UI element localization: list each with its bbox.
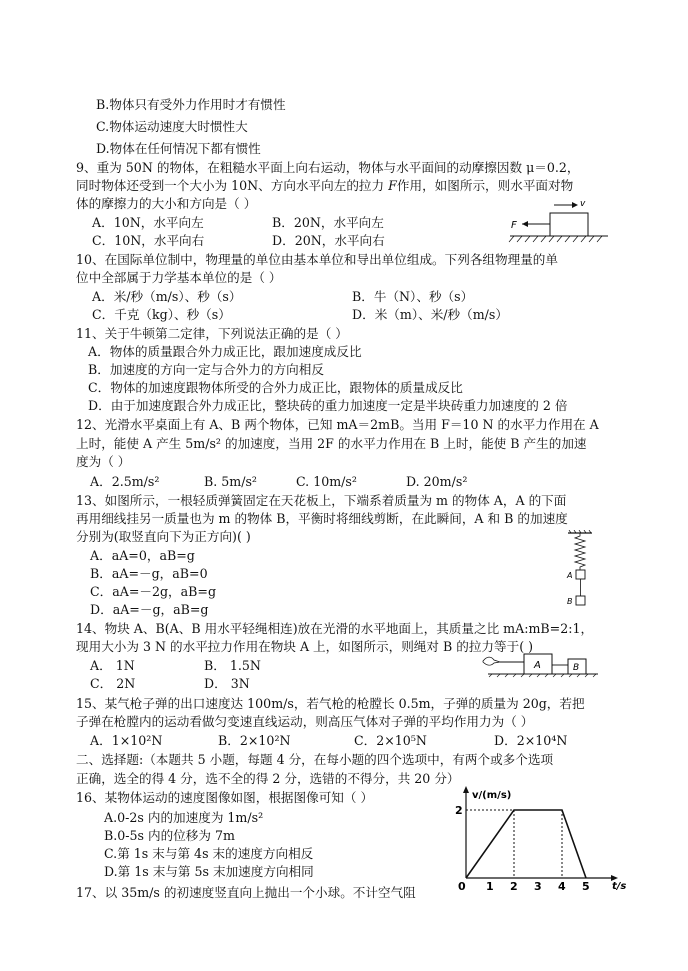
q13-option-b: B．aA=－g，aB=0 xyxy=(90,566,208,581)
q16-stem: 16、某物体运动的速度图像如图，根据图像可知（ ） xyxy=(76,790,374,805)
q13-spring-diagram xyxy=(562,530,598,610)
q13-stem-line2: 再用细线挂另一质量也为 m 的物体 B，平衡时将细线剪断，在此瞬间，A 和 B 的加速度 xyxy=(76,511,568,526)
q13-option-a: A．aA=0，aB=g xyxy=(90,548,195,563)
q9-stem-line2: 同时物体还受到一个大小为 10N、方向水平向左的拉力 F作用，如图所示，则水平面对物 xyxy=(76,178,574,193)
q14-stem-line1: 14、物块 A、B(A、B 用水平轻绳相连)放在光滑的水平地面上，其质量之比 mA:mB=2:1， xyxy=(76,621,594,636)
q12-option-c: C. 10m/s² xyxy=(296,474,357,489)
q15-option-a: A．1×10²N xyxy=(90,733,163,748)
q10-option-a: A．米/秒（m/s）、秒（s） xyxy=(92,289,242,304)
q13-stem-line1: 13、如图所示，一根轻质弹簧固定在天花板上，下端系着质量为 m 的物体 A，A 的下面 xyxy=(76,493,567,508)
q13-block-b xyxy=(576,596,585,605)
x-axis-label: t/s xyxy=(612,881,627,892)
q13-block-a xyxy=(576,570,585,579)
q9-option-a: A．10N，水平向左 xyxy=(92,215,204,230)
q9-block xyxy=(550,213,588,236)
q11-option-c: C．物体的加速度跟物体所受的合外力成正比，跟物体的质量成反比 xyxy=(88,380,463,395)
q15-option-c: C．2×10⁵N xyxy=(354,733,427,748)
q14-option-a: A． 1N xyxy=(90,658,135,673)
q15-option-b: B．2×10²N xyxy=(218,733,291,748)
q15-stem-line1: 15、某气枪子弹的出口速度达 100m/s，若气枪的枪膛长 0.5m，子弹的质量为 20g，若把 xyxy=(76,696,585,711)
q13-stem-line3: 分别为(取竖直向下为正方向)( ) xyxy=(76,529,251,544)
q8-option-b: B.物体只有受外力作用时才有惯性 xyxy=(96,97,286,112)
q12-option-d: D. 20m/s² xyxy=(406,474,468,489)
q14-stem-line2: 现用大小为 3 N 的水平拉力作用在物块 A 上，如图所示，则绳对 B 的拉力等于( ) xyxy=(76,639,534,654)
hand-icon xyxy=(483,657,500,665)
x-tick-label-4: 4 xyxy=(558,880,566,893)
section2-header-line2: 正确，选全的得 4 分，选不全的得 2 分，选错的不得分，共 20 分） xyxy=(76,771,460,786)
q13-label-b: B xyxy=(567,597,573,606)
section2-header-line1: 二、选择题:（本题共 5 小题，每题 4 分，在每小题的四个选项中，有两个或多个选项 xyxy=(76,752,554,767)
q15-option-d: D．2×10⁴N xyxy=(494,733,568,748)
x-tick-label-1: 1 xyxy=(486,880,494,893)
q16-option-c: C.第 1s 末与第 4s 末的速度方向相反 xyxy=(104,846,314,861)
q16-option-b: B.0-5s 内的位移为 7m xyxy=(104,828,235,843)
q10-option-b: B．牛（N）、秒（s） xyxy=(352,289,474,304)
velocity-time-graph xyxy=(452,784,634,896)
q8-option-d: D.物体在任何情况下都有惯性 xyxy=(96,141,261,156)
velocity-series-line xyxy=(466,810,586,878)
q14-option-b: B． 1.5N xyxy=(204,658,261,673)
q10-stem-line2: 位中全部属于力学基本单位的是（ ） xyxy=(76,270,282,285)
q13-option-c: C．aA=－2g，aB=g xyxy=(90,584,217,599)
x-tick-label-5: 5 xyxy=(582,880,590,893)
y-axis-label: v/(m/s) xyxy=(472,790,512,801)
q12-stem-line1: 12、光滑水平桌面上有 A、B 两个物体，已知 mA＝2mB。当用 F＝10 N 的水平力作用在 A xyxy=(76,417,599,432)
q13-option-d: D．aA=－g，aB=g xyxy=(90,602,209,617)
q12-option-a: A．2.5m/s² xyxy=(90,474,160,489)
q14-label-a: A xyxy=(534,660,541,671)
y-tick-label: 2 xyxy=(455,804,463,817)
q9-velocity-label: v xyxy=(580,199,586,209)
q10-stem-line1: 10、在国际单位制中，物理量的单位由基本单位和导出单位组成。下列各组物理量的单 xyxy=(76,252,558,267)
q14-label-b: B xyxy=(573,663,580,673)
q15-stem-line2: 子弹在枪膛内的运动看做匀变速直线运动，则高压气体对子弹的平均作用力为（ ） xyxy=(76,714,534,729)
q17-stem: 17、以 35m/s 的初速度竖直向上抛出一个小球。不计空气阻 xyxy=(76,885,416,900)
q9-option-c: C．10N，水平向右 xyxy=(92,233,205,248)
q8-option-c: C.物体运动速度大时惯性大 xyxy=(96,119,248,134)
q9-option-b: B．20N，水平向左 xyxy=(272,215,384,230)
q11-stem: 11、关于牛顿第二定律，下列说法正确的是（ ） xyxy=(76,326,348,341)
q12-option-b: B. 5m/s² xyxy=(204,474,257,489)
q12-stem-line3: 度为（ ） xyxy=(76,454,131,469)
q11-option-a: A．物体的质量跟合外力成正比，跟加速度成反比 xyxy=(88,344,362,359)
q9-stem-line1: 9、重为 50N 的物体，在粗糙水平面上向右运动，物体与水平面间的动摩擦因数 μ＝0.2， xyxy=(76,160,580,175)
x-tick-label-0: 0 xyxy=(458,880,466,893)
q14-blocks-diagram xyxy=(478,650,602,678)
q10-option-d: D．米（m）、米/秒（m/s） xyxy=(352,307,508,322)
q9-stem-line3: 体的摩擦力的大小和方向是（ ） xyxy=(76,196,257,211)
q16-option-a: A.0-2s 内的加速度为 1m/s² xyxy=(104,810,264,825)
q12-stem-line2: 上时，能使 A 产生 5m/s² 的加速度，当用 2F 的水平力作用在 B 上时，能使 B 产生的加速 xyxy=(76,436,587,451)
q9-option-d: D．20N，水平向右 xyxy=(272,233,385,248)
q14-option-c: C． 2N xyxy=(90,676,136,691)
x-tick-label-2: 2 xyxy=(510,880,518,893)
q14-option-d: D． 3N xyxy=(204,676,250,691)
q16-option-d: D.第 1s 末与第 5s 末加速度方向相同 xyxy=(104,864,314,879)
x-tick-label-3: 3 xyxy=(534,880,542,893)
q11-option-b: B．加速度的方向一定与合外力的方向相反 xyxy=(88,362,324,377)
q10-option-c: C．千克（kg）、秒（s） xyxy=(92,307,231,322)
q9-force-label: F xyxy=(511,220,517,231)
q9-force-diagram xyxy=(506,196,612,244)
q11-option-d: D．由于加速度跟合外力成正比，整块砖的重力加速度一定是半块砖重力加速度的 2 倍 xyxy=(88,398,568,413)
q13-label-a: A xyxy=(567,571,573,580)
